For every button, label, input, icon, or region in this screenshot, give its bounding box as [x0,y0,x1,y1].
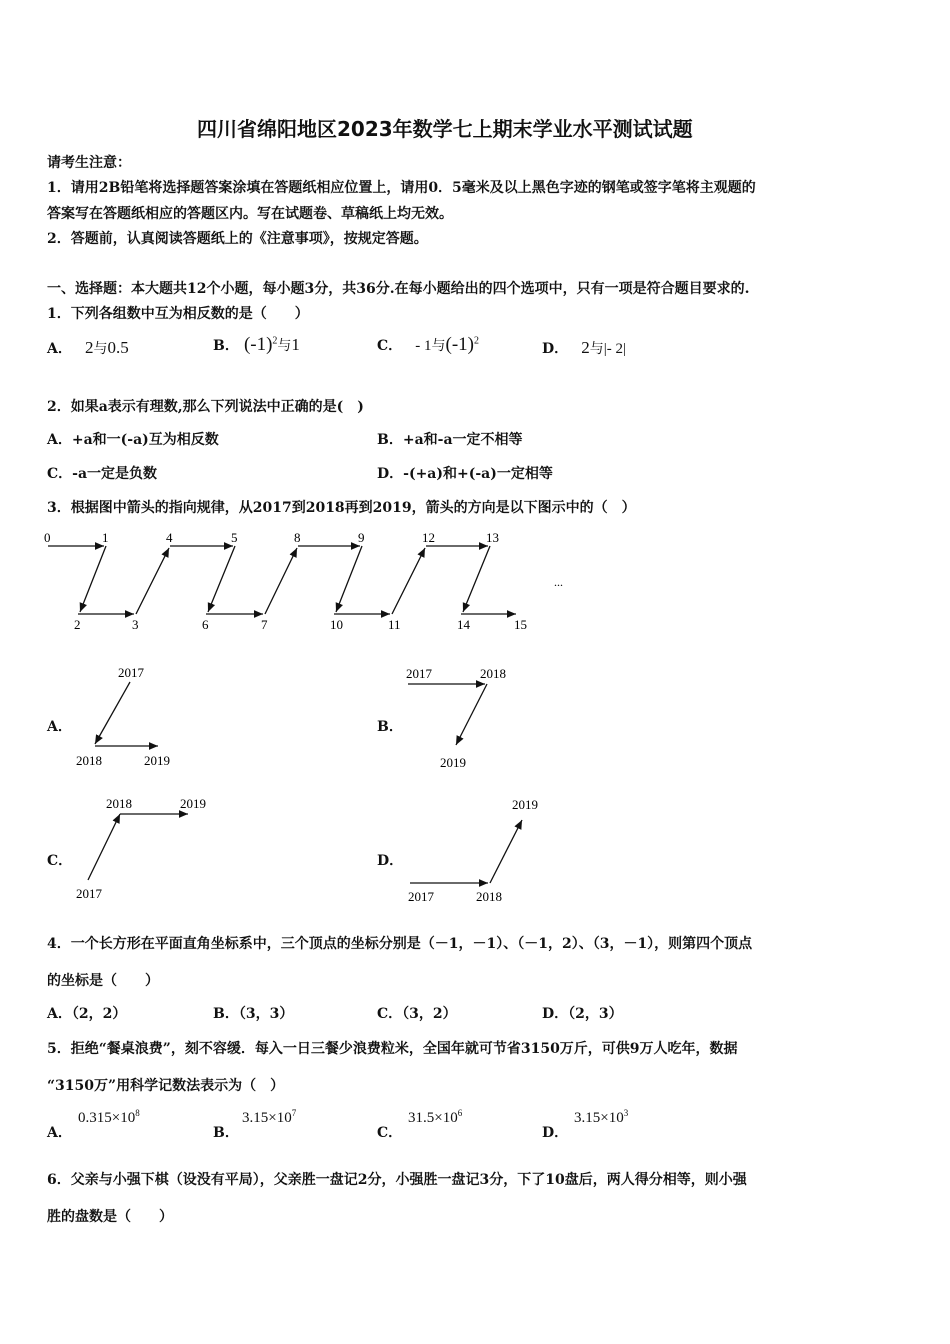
pattern-arrow [463,546,490,612]
pattern-top-label: 0 [44,530,51,545]
q5-option-a-value: $0.315\times 10^8$ [78,1108,140,1126]
pattern-arrow [208,546,235,612]
q5-stem-a: 5．拒绝“餐桌浪费”，刻不容缓．每入一日三餐少浪费粒米，全国年就可节省3150万斤，可供9万人吃年，数据 [47,1041,738,1057]
q4-option-b: B．（3，3） [213,1006,294,1022]
pattern-top-label: 9 [358,530,365,545]
pattern-bottom-label: 11 [388,617,401,632]
q3-d-2017: 2017 [408,889,434,904]
pattern-bottom-label: 6 [202,617,209,632]
q4-stem-b: 的坐标是（ ） [47,973,159,989]
q2-option-d: D．-(+a)和+(-a)一定相等 [377,466,553,482]
q3-b-2018: 2018 [480,666,506,681]
q3-c-2017: 2017 [76,886,102,901]
pattern-arrow [392,548,425,614]
q2-option-b: B．+a和-a一定不相等 [377,432,523,448]
q4-stem-a: 4．一个长方形在平面直角坐标系中，三个顶点的坐标分别是（－1，－1）、（－1，2）、（3，－1），则第四个顶点 [47,936,753,952]
pattern-bottom-label: 14 [457,617,470,632]
q3-c-2019: 2019 [180,796,206,811]
arrow-pattern-figure [40,528,580,638]
q3-option-c-figure [70,792,220,907]
page-title: 四川省绵阳地区2023年数学七上期末学业水平测试试题 [197,117,693,141]
q5-option-b-value: $3.15\times 10^7$ [242,1108,297,1126]
pattern-top-label: 13 [486,530,499,545]
q3-c-2018: 2018 [106,796,132,811]
section-heading: 一、选择题：本大题共12个小题，每小题3分，共36分.在每小题给出的四个选项中，只有一项是符合题目要求的. [47,281,750,297]
q3-option-d-figure [400,792,560,907]
pattern-top-label: 8 [294,530,301,545]
q3-a-2017: 2017 [118,665,144,680]
q5-option-b-label: B． [213,1125,239,1141]
pattern-top-label: 12 [422,530,435,545]
notice-heading: 请考生注意： [47,155,131,171]
pattern-bottom-label: 10 [330,617,343,632]
q5-option-c-value: $31.5\times 10^6$ [408,1108,463,1126]
pattern-top-label: 1 [102,530,109,545]
q4-option-c: C．（3，2） [377,1006,457,1022]
q3-a-2018: 2018 [76,753,102,768]
q4-option-a: A．（2，2） [47,1006,127,1022]
q3-stem: 3．根据图中箭头的指向规律，从2017到2018再到2019，箭头的方向是以下图示中的（ ） [47,500,636,516]
notice-line-1b: 答案写在答题纸相应的答题区内。写在试题卷、草稿纸上均无效。 [47,206,453,222]
pattern-arrow [265,548,297,614]
notice-line-2: 2．答题前，认真阅读答题纸上的《注意事项》，按规定答题。 [47,231,428,247]
q5-option-a-label: A． [47,1125,72,1141]
q1-option-b: B． $(-1)^2$与1 [213,334,300,355]
pattern-bottom-label: 3 [132,617,139,632]
q2-option-c: C．-a一定是负数 [47,466,158,482]
q3-option-d-label: D． [377,853,404,869]
q3-d-2019: 2019 [512,797,538,812]
q3-option-a-label: A． [47,719,72,735]
q3-option-b-label: B． [377,719,403,735]
notice-line-1a: 1．请用2B铅笔将选择题答案涂填在答题纸相应位置上，请用0．5毫米及以上黑色字迹的钢笔或签字笔将主观题的 [47,180,756,196]
q5-option-d-value: $3.15\times 10^3$ [574,1108,629,1126]
q3-option-a-figure [70,660,200,772]
q1-option-d: D． 2与|- 2| [542,338,626,357]
q6-stem-a: 6．父亲与小强下棋（设没有平局），父亲胜一盘记2分，小强胜一盘记3分，下了10盘后，两人得分相等，则小强 [47,1172,747,1188]
q2-stem: 2．如果a表示有理数,那么下列说法中正确的是( ) [47,399,364,415]
q1-option-c: C． - 1与$(-1)^2$ [377,334,479,355]
q5-stem-b: “3150万”用科学记数法表示为（ ） [47,1078,285,1094]
q1-stem: 1．下列各组数中互为相反数的是（ ） [47,306,309,322]
pattern-ellipsis: ... [554,575,563,589]
pattern-arrow [80,546,106,612]
pattern-top-label: 5 [231,530,238,545]
pattern-bottom-label: 2 [74,617,81,632]
q1-option-a: A． 2与0.5 [47,338,129,357]
pattern-bottom-label: 15 [514,617,527,632]
pattern-bottom-label: 7 [261,617,268,632]
pattern-arrow [336,546,362,612]
q4-option-d: D．（2，3） [542,1006,623,1022]
pattern-top-label: 4 [166,530,173,545]
q3-a-2019: 2019 [144,753,170,768]
q3-option-c-label: C． [47,853,73,869]
q5-option-d-label: D． [542,1125,569,1141]
q5-option-c-label: C． [377,1125,403,1141]
q3-b-2019: 2019 [440,755,466,770]
q2-option-a: A．+a和一(-a)互为相反数 [47,432,219,448]
q6-stem-b: 胜的盘数是（ ） [47,1209,173,1225]
q3-option-b-figure [400,660,540,772]
q3-d-2018: 2018 [476,889,502,904]
pattern-arrow [136,548,169,614]
q3-b-2017: 2017 [406,666,432,681]
